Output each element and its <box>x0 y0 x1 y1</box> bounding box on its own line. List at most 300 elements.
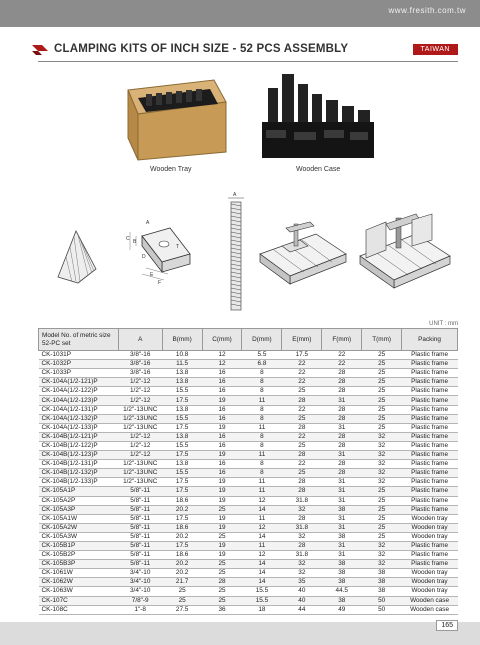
cell-c: 19 <box>202 523 242 532</box>
cell-b: 13.8 <box>162 369 202 378</box>
cell-packing: Wooden tray <box>402 523 458 532</box>
cell-model: CK-104B(1/2-123)P <box>39 451 119 460</box>
cell-d: 8 <box>242 414 282 423</box>
table-row <box>39 387 458 396</box>
cell-f: 28 <box>322 369 362 378</box>
cell-d: 15.5 <box>242 587 282 596</box>
table-row <box>39 369 458 378</box>
header-f: F(mm) <box>322 329 362 351</box>
cell-t: 50 <box>362 605 402 614</box>
cell-a: 1/2"-12 <box>118 432 162 441</box>
cell-c: 19 <box>202 541 242 550</box>
cell-a: 5/8"-11 <box>118 541 162 550</box>
cell-e: 40 <box>282 587 322 596</box>
step-block-drawing <box>52 225 110 285</box>
cell-c: 19 <box>202 514 242 523</box>
cell-c: 19 <box>202 551 242 560</box>
cell-packing: Plastic frame <box>402 441 458 450</box>
cell-b: 15.5 <box>162 387 202 396</box>
cell-t: 25 <box>362 405 402 414</box>
cell-c: 25 <box>202 587 242 596</box>
page-title: CLAMPING KITS OF INCH SIZE - 52 PCS ASSEMBLY <box>54 43 349 55</box>
table-row <box>39 451 458 460</box>
cell-f: 28 <box>322 378 362 387</box>
cell-b: 25 <box>162 587 202 596</box>
cell-packing: Plastic frame <box>402 460 458 469</box>
title-divider <box>38 61 458 62</box>
cell-b: 13.8 <box>162 378 202 387</box>
cell-e: 22 <box>282 360 322 369</box>
cell-d: 11 <box>242 514 282 523</box>
cell-t: 32 <box>362 478 402 487</box>
cell-f: 31 <box>322 396 362 405</box>
cell-model: CK-104A(1/2-122)P <box>39 387 119 396</box>
t-slot-nut-drawing <box>120 214 200 286</box>
cell-e: 28 <box>282 451 322 460</box>
cell-t: 38 <box>362 587 402 596</box>
cell-f: 31 <box>322 551 362 560</box>
cell-f: 28 <box>322 432 362 441</box>
cell-model: CK-104A(1/2-133)P <box>39 423 119 432</box>
title-bar <box>38 40 458 60</box>
cell-model: CK-108C <box>39 605 119 614</box>
cell-t: 32 <box>362 541 402 550</box>
cell-f: 28 <box>322 405 362 414</box>
cell-e: 22 <box>282 369 322 378</box>
header-a: A <box>118 329 162 351</box>
cell-e: 32 <box>282 505 322 514</box>
wooden-tray-photo <box>124 76 228 162</box>
cell-t: 50 <box>362 596 402 605</box>
cell-f: 38 <box>322 505 362 514</box>
cell-packing: Plastic frame <box>402 387 458 396</box>
cell-model: CK-105A1P <box>39 487 119 496</box>
cell-t: 25 <box>362 505 402 514</box>
cell-e: 25 <box>282 414 322 423</box>
cell-e: 22 <box>282 432 322 441</box>
cell-c: 25 <box>202 569 242 578</box>
cell-b: 17.5 <box>162 487 202 496</box>
header-c: C(mm) <box>202 329 242 351</box>
cell-d: 11 <box>242 396 282 405</box>
table-row <box>39 469 458 478</box>
cell-t: 25 <box>362 532 402 541</box>
cell-c: 25 <box>202 505 242 514</box>
dim-label-c: C <box>126 236 130 242</box>
cell-d: 8 <box>242 432 282 441</box>
cell-packing: Plastic frame <box>402 551 458 560</box>
cell-packing: Plastic frame <box>402 396 458 405</box>
cell-b: 11.5 <box>162 360 202 369</box>
cell-packing: Plastic frame <box>402 423 458 432</box>
cell-d: 18 <box>242 605 282 614</box>
cell-e: 25 <box>282 469 322 478</box>
cell-d: 5.5 <box>242 351 282 360</box>
cell-a: 5/8"-11 <box>118 505 162 514</box>
cell-b: 17.5 <box>162 451 202 460</box>
cell-c: 25 <box>202 596 242 605</box>
cell-packing: Plastic frame <box>402 541 458 550</box>
cell-e: 28 <box>282 478 322 487</box>
cell-model: CK-105A3W <box>39 532 119 541</box>
cell-a: 5/8"-11 <box>118 487 162 496</box>
clamp-setup-drawing-2 <box>356 206 452 290</box>
cell-f: 38 <box>322 578 362 587</box>
cell-model: CK-104B(1/2-121)P <box>39 432 119 441</box>
table-row <box>39 605 458 614</box>
cell-d: 14 <box>242 560 282 569</box>
cell-e: 28 <box>282 396 322 405</box>
cell-t: 25 <box>362 360 402 369</box>
cell-packing: Plastic frame <box>402 478 458 487</box>
header-b: B(mm) <box>162 329 202 351</box>
header-d: D(mm) <box>242 329 282 351</box>
title-arrow-icon <box>32 41 48 57</box>
cell-b: 10.8 <box>162 351 202 360</box>
header-t: T(mm) <box>362 329 402 351</box>
cell-b: 18.6 <box>162 496 202 505</box>
cell-c: 19 <box>202 423 242 432</box>
cell-d: 8 <box>242 460 282 469</box>
cell-packing: Wooden tray <box>402 532 458 541</box>
dim-label-f: F <box>158 280 162 286</box>
cell-f: 31 <box>322 451 362 460</box>
cell-d: 11 <box>242 423 282 432</box>
cell-c: 36 <box>202 605 242 614</box>
cell-packing: Plastic frame <box>402 378 458 387</box>
cell-a: 1/2"-13UNC <box>118 414 162 423</box>
unit-label: UNIT : mm <box>429 321 458 327</box>
cell-e: 22 <box>282 460 322 469</box>
cell-c: 16 <box>202 405 242 414</box>
cell-packing: Plastic frame <box>402 487 458 496</box>
cell-model: CK-107C <box>39 596 119 605</box>
cell-f: 44.5 <box>322 587 362 596</box>
cell-d: 8 <box>242 369 282 378</box>
table-row <box>39 414 458 423</box>
cell-f: 28 <box>322 441 362 450</box>
cell-packing: Plastic frame <box>402 405 458 414</box>
spec-table <box>38 328 458 615</box>
cell-d: 11 <box>242 478 282 487</box>
cell-e: 40 <box>282 596 322 605</box>
cell-a: 3/8"-16 <box>118 369 162 378</box>
cell-a: 3/8"-16 <box>118 360 162 369</box>
cell-d: 14 <box>242 505 282 514</box>
cell-model: CK-104A(1/2-121)P <box>39 378 119 387</box>
cell-f: 28 <box>322 387 362 396</box>
cell-t: 25 <box>362 351 402 360</box>
cell-f: 38 <box>322 560 362 569</box>
dim-label-b: B <box>133 239 137 245</box>
cell-f: 28 <box>322 414 362 423</box>
cell-model: CK-105A1W <box>39 514 119 523</box>
cell-model: CK-105B1P <box>39 541 119 550</box>
clamp-setup-drawing-1 <box>256 214 348 286</box>
cell-d: 8 <box>242 378 282 387</box>
cell-f: 31 <box>322 496 362 505</box>
cell-f: 38 <box>322 569 362 578</box>
cell-f: 38 <box>322 596 362 605</box>
cell-model: CK-1031P <box>39 351 119 360</box>
tray-caption: Wooden Tray <box>150 166 192 173</box>
cell-a: 5/8"-11 <box>118 532 162 541</box>
cell-a: 1/2"-13UNC <box>118 478 162 487</box>
cell-d: 15.5 <box>242 596 282 605</box>
cell-packing: Plastic frame <box>402 432 458 441</box>
cell-model: CK-104B(1/2-131)P <box>39 460 119 469</box>
cell-b: 18.6 <box>162 551 202 560</box>
wooden-case-photo <box>254 70 378 162</box>
cell-c: 19 <box>202 451 242 460</box>
cell-model: CK-105B2P <box>39 551 119 560</box>
cell-b: 15.5 <box>162 414 202 423</box>
cell-a: 1"-8 <box>118 605 162 614</box>
table-body <box>39 351 458 615</box>
cell-t: 32 <box>362 432 402 441</box>
cell-model: CK-105B3P <box>39 560 119 569</box>
cell-t: 32 <box>362 560 402 569</box>
cell-packing: Plastic frame <box>402 469 458 478</box>
cell-f: 31 <box>322 423 362 432</box>
cell-packing: Plastic frame <box>402 451 458 460</box>
cell-b: 20.2 <box>162 532 202 541</box>
cell-model: CK-1063W <box>39 587 119 596</box>
cell-packing: Wooden tray <box>402 569 458 578</box>
cell-e: 22 <box>282 405 322 414</box>
cell-packing: Wooden tray <box>402 514 458 523</box>
table-row <box>39 560 458 569</box>
cell-b: 13.8 <box>162 405 202 414</box>
cell-b: 20.2 <box>162 569 202 578</box>
stud-bolt-drawing <box>222 192 250 314</box>
origin-badge: TAIWAN <box>413 44 458 55</box>
cell-d: 8 <box>242 405 282 414</box>
cell-f: 31 <box>322 523 362 532</box>
cell-f: 22 <box>322 351 362 360</box>
cell-b: 17.5 <box>162 396 202 405</box>
cell-a: 1/2"-12 <box>118 378 162 387</box>
cell-model: CK-1032P <box>39 360 119 369</box>
table-row <box>39 587 458 596</box>
table-row <box>39 460 458 469</box>
cell-b: 21.7 <box>162 578 202 587</box>
cell-model: CK-104B(1/2-133)P <box>39 478 119 487</box>
cell-c: 25 <box>202 560 242 569</box>
cell-a: 3/4"-10 <box>118 569 162 578</box>
cell-e: 25 <box>282 441 322 450</box>
cell-model: CK-104A(1/2-123)P <box>39 396 119 405</box>
cell-f: 31 <box>322 487 362 496</box>
cell-packing: Plastic frame <box>402 351 458 360</box>
cell-t: 32 <box>362 460 402 469</box>
cell-b: 17.5 <box>162 541 202 550</box>
cell-model: CK-104B(1/2-132)P <box>39 469 119 478</box>
table-row <box>39 441 458 450</box>
cell-t: 32 <box>362 451 402 460</box>
cell-model: CK-105A2W <box>39 523 119 532</box>
table-row <box>39 478 458 487</box>
cell-c: 19 <box>202 396 242 405</box>
cell-packing: Wooden case <box>402 596 458 605</box>
cell-e: 31.8 <box>282 496 322 505</box>
cell-t: 25 <box>362 414 402 423</box>
cell-f: 28 <box>322 469 362 478</box>
cell-model: CK-105A3P <box>39 505 119 514</box>
cell-t: 25 <box>362 496 402 505</box>
cell-f: 22 <box>322 360 362 369</box>
cell-a: 5/8"-11 <box>118 496 162 505</box>
cell-t: 25 <box>362 423 402 432</box>
cell-c: 16 <box>202 369 242 378</box>
table-row <box>39 432 458 441</box>
table-row <box>39 487 458 496</box>
cell-packing: Plastic frame <box>402 414 458 423</box>
table-row <box>39 551 458 560</box>
cell-t: 32 <box>362 441 402 450</box>
header-model: Model No. of metric size 52-PC set <box>39 329 119 351</box>
cell-c: 12 <box>202 360 242 369</box>
cell-model: CK-1061W <box>39 569 119 578</box>
table-row <box>39 396 458 405</box>
cell-t: 25 <box>362 396 402 405</box>
cell-b: 13.8 <box>162 460 202 469</box>
cell-packing: Wooden tray <box>402 578 458 587</box>
dim-label-d: D <box>142 254 146 260</box>
cell-f: 31 <box>322 478 362 487</box>
cell-e: 28 <box>282 487 322 496</box>
cell-c: 12 <box>202 351 242 360</box>
cell-e: 31.8 <box>282 551 322 560</box>
cell-a: 3/8"-16 <box>118 351 162 360</box>
header-packing: Packing <box>402 329 458 351</box>
cell-c: 28 <box>202 578 242 587</box>
cell-packing: Wooden case <box>402 605 458 614</box>
cell-a: 1/2"-13UNC <box>118 405 162 414</box>
table-row <box>39 351 458 360</box>
cell-c: 16 <box>202 460 242 469</box>
cell-c: 16 <box>202 441 242 450</box>
cell-t: 25 <box>362 523 402 532</box>
table-row <box>39 532 458 541</box>
table-row <box>39 496 458 505</box>
cell-a: 1/2"-13UNC <box>118 460 162 469</box>
cell-c: 19 <box>202 496 242 505</box>
cell-d: 11 <box>242 541 282 550</box>
table-row <box>39 405 458 414</box>
cell-d: 12 <box>242 523 282 532</box>
cell-a: 5/8"-11 <box>118 551 162 560</box>
cell-a: 1/2"-12 <box>118 441 162 450</box>
cell-b: 15.5 <box>162 441 202 450</box>
cell-a: 1/2"-13UNC <box>118 423 162 432</box>
cell-d: 8 <box>242 387 282 396</box>
cell-e: 25 <box>282 387 322 396</box>
cell-b: 17.5 <box>162 514 202 523</box>
header-bar <box>0 0 480 27</box>
cell-c: 16 <box>202 387 242 396</box>
cell-d: 14 <box>242 578 282 587</box>
cell-t: 25 <box>362 514 402 523</box>
cell-d: 14 <box>242 569 282 578</box>
cell-t: 25 <box>362 387 402 396</box>
table-row <box>39 360 458 369</box>
cell-d: 6.8 <box>242 360 282 369</box>
cell-t: 25 <box>362 369 402 378</box>
cell-t: 32 <box>362 551 402 560</box>
cell-e: 17.5 <box>282 351 322 360</box>
cell-b: 25 <box>162 596 202 605</box>
cell-a: 7/8"-9 <box>118 596 162 605</box>
cell-b: 17.5 <box>162 423 202 432</box>
cell-d: 12 <box>242 551 282 560</box>
table-header-row <box>39 329 458 351</box>
cell-packing: Wooden tray <box>402 587 458 596</box>
dim-label-a2: A <box>233 192 237 198</box>
cell-c: 16 <box>202 432 242 441</box>
cell-f: 31 <box>322 514 362 523</box>
cell-d: 8 <box>242 469 282 478</box>
cell-a: 3/4"-10 <box>118 587 162 596</box>
cell-e: 32 <box>282 560 322 569</box>
table-row <box>39 514 458 523</box>
cell-d: 11 <box>242 451 282 460</box>
cell-model: CK-104B(1/2-122)P <box>39 441 119 450</box>
cell-e: 28 <box>282 423 322 432</box>
cell-b: 18.6 <box>162 523 202 532</box>
cell-b: 27.5 <box>162 605 202 614</box>
cell-model: CK-105A2P <box>39 496 119 505</box>
dim-label-t: T <box>176 244 180 250</box>
table-row <box>39 378 458 387</box>
header-e: E(mm) <box>282 329 322 351</box>
cell-b: 20.2 <box>162 560 202 569</box>
cell-c: 25 <box>202 532 242 541</box>
cell-model: CK-1033P <box>39 369 119 378</box>
cell-t: 38 <box>362 569 402 578</box>
cell-a: 1/2"-12 <box>118 396 162 405</box>
cell-a: 5/8"-11 <box>118 560 162 569</box>
site-url[interactable]: www.fresith.com.tw <box>388 6 466 15</box>
cell-e: 28 <box>282 541 322 550</box>
cell-b: 15.5 <box>162 469 202 478</box>
cell-packing: Plastic frame <box>402 496 458 505</box>
cell-f: 28 <box>322 460 362 469</box>
cell-a: 1/2"-12 <box>118 451 162 460</box>
cell-a: 1/2"-12 <box>118 387 162 396</box>
dim-label-e: E <box>150 272 154 278</box>
cell-t: 32 <box>362 469 402 478</box>
dim-label-a: A <box>146 220 150 226</box>
cell-e: 32 <box>282 532 322 541</box>
table-row <box>39 569 458 578</box>
case-caption: Wooden Case <box>296 166 341 173</box>
cell-packing: Plastic frame <box>402 369 458 378</box>
table-row <box>39 523 458 532</box>
cell-e: 22 <box>282 378 322 387</box>
cell-d: 11 <box>242 487 282 496</box>
cell-d: 14 <box>242 532 282 541</box>
cell-packing: Plastic frame <box>402 360 458 369</box>
footer-bar <box>0 622 480 645</box>
cell-a: 1/2"-13UNC <box>118 469 162 478</box>
cell-e: 31.8 <box>282 523 322 532</box>
cell-e: 35 <box>282 578 322 587</box>
table-row <box>39 596 458 605</box>
cell-t: 25 <box>362 378 402 387</box>
table-row <box>39 541 458 550</box>
table-row <box>39 505 458 514</box>
